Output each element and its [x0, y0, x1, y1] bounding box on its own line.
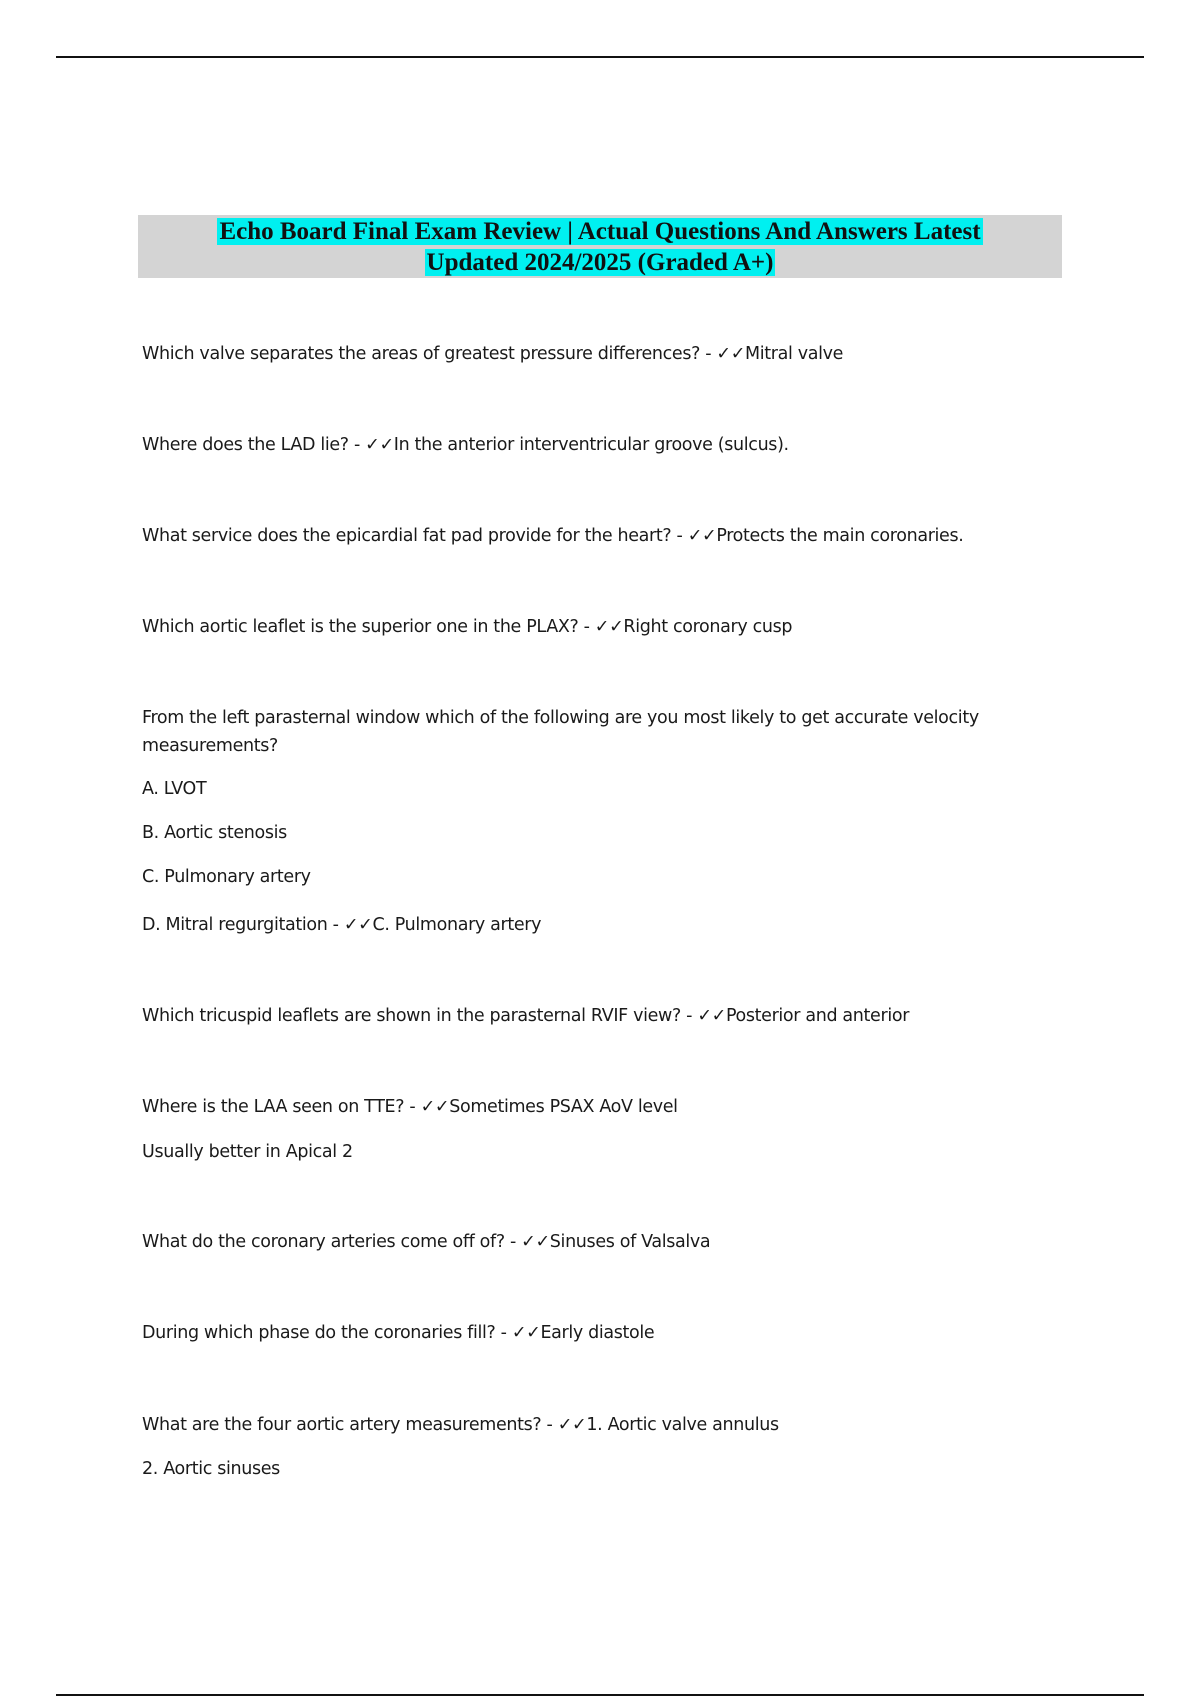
qa-option: A. LVOT — [142, 779, 207, 799]
qa-option: D. Mitral regurgitation - ✓✓C. Pulmonary artery — [142, 915, 542, 935]
qa-line: Where does the LAD lie? - ✓✓In the anterior interventricular groove (sulcus). — [142, 435, 789, 455]
top-rule — [56, 56, 1144, 58]
qa-line: Which aortic leaflet is the superior one in the PLAX? - ✓✓Right coronary cusp — [142, 617, 793, 637]
qa-line: What do the coronary arteries come off of? - ✓✓Sinuses of Valsalva — [142, 1232, 711, 1252]
qa-option: C. Pulmonary artery — [142, 867, 311, 887]
qa-line: Where is the LAA seen on TTE? - ✓✓Sometimes PSAX AoV level — [142, 1097, 678, 1117]
qa-line: From the left parasternal window which of the following are you most likely to get accurate velocity measurements? — [142, 708, 979, 756]
qa-line: During which phase do the coronaries fill? - ✓✓Early diastole — [142, 1323, 655, 1343]
document-title-line-2: Updated 2024/2025 (Graded A+) — [426, 248, 774, 276]
bottom-rule — [56, 1694, 1144, 1696]
qa-line: 2. Aortic sinuses — [142, 1459, 280, 1479]
qa-line: Which valve separates the areas of greatest pressure differences? - ✓✓Mitral valve — [142, 344, 844, 364]
qa-line: What are the four aortic artery measurements? - ✓✓1. Aortic valve annulus — [142, 1415, 779, 1435]
qa-line: Usually better in Apical 2 — [142, 1142, 353, 1162]
document-title-box — [138, 215, 1062, 278]
qa-line: What service does the epicardial fat pad provide for the heart? - ✓✓Protects the main coronaries. — [142, 526, 964, 546]
qa-line: Which tricuspid leaflets are shown in the parasternal RVIF view? - ✓✓Posterior and anterior — [142, 1006, 910, 1026]
document-title-line-1: Echo Board Final Exam Review | Actual Questions And Answers Latest — [219, 217, 981, 245]
qa-option: B. Aortic stenosis — [142, 823, 287, 843]
